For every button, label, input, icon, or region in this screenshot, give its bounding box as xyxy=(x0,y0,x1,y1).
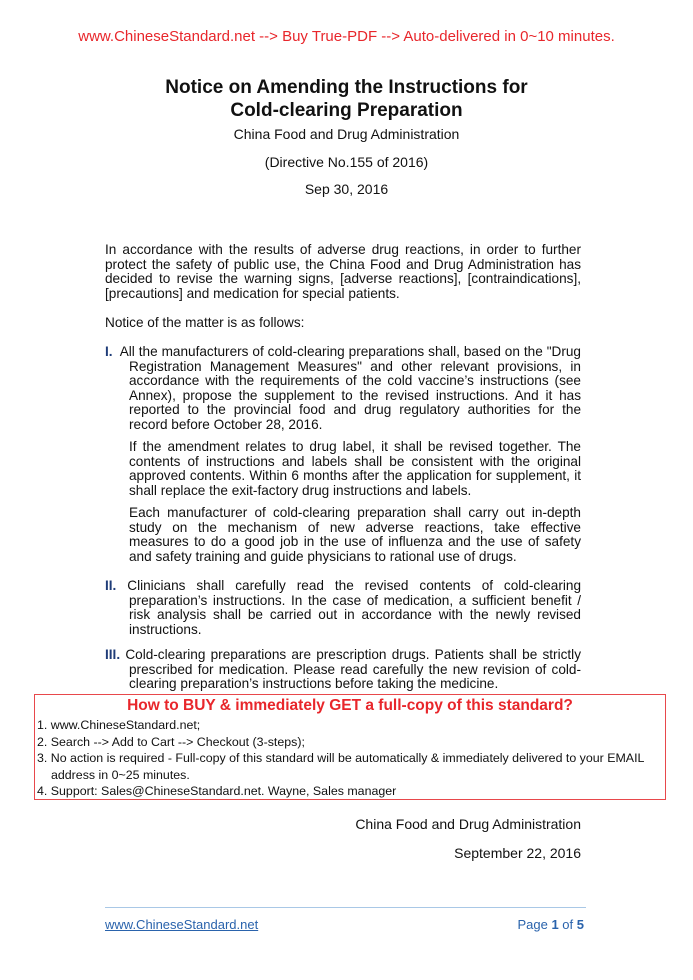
title-line: Notice on Amending the Instructions for xyxy=(165,77,528,98)
promo-banner[interactable]: www.ChineseStandard.net --> Buy True-PDF --> Auto-delivered in 0~10 minutes. xyxy=(78,28,615,45)
directive: (Directive No.155 of 2016) xyxy=(264,154,429,170)
page-prefix: Page xyxy=(517,917,552,932)
intro-paragraph: In accordance with the results of adverse drug reactions, in order to further protect the safety of public use, the China Food and Drug Administration has decided to revise the warning signs, [adverse reactions], [contraindications], [precautions] and medication for special patients. xyxy=(105,242,581,301)
footer-divider xyxy=(105,907,586,908)
document-title xyxy=(0,76,693,122)
item-number: I. xyxy=(105,344,113,359)
purchase-step: 4. Support: Sales@ChineseStandard.net. Wayne, Sales manager xyxy=(37,784,397,799)
list-item xyxy=(105,345,581,433)
purchase-step: 2. Search --> Add to Cart --> Checkout (3-steps); xyxy=(37,734,305,749)
item-text: Cold-clearing preparations are prescription drugs. Patients shall be strictly prescribed for medication. Please read carefully the new revision of cold-clearing preparation’s instructions before taking the medicine. xyxy=(125,647,581,692)
list-item xyxy=(105,648,581,692)
purchase-step[interactable]: 1. www.ChineseStandard.net; xyxy=(37,718,201,732)
purchase-heading: How to BUY & immediately GET a full-copy of this standard? xyxy=(127,697,573,714)
item-text: Clinicians shall carefully read the revised contents of cold-clearing preparation’s instructions. In the case of medication, a sufficient benefit / risk analysis shall be carried out in accordance with the newly revised instructions. xyxy=(127,578,582,637)
item-number: III. xyxy=(105,647,121,662)
item-number: II. xyxy=(105,578,117,593)
signature-date: September 22, 2016 xyxy=(454,845,581,861)
current-page: 1 xyxy=(551,917,559,932)
issuer: China Food and Drug Administration xyxy=(233,126,460,142)
page-of: of xyxy=(558,917,577,932)
total-pages: 5 xyxy=(576,917,584,932)
notice-line: Notice of the matter is as follows: xyxy=(105,315,305,330)
page-number xyxy=(480,917,584,932)
sub-paragraph: Each manufacturer of cold-clearing preparation shall carry out in-depth study on the mechanism of new adverse reactions, take effective measures to do a good job in the use of influenza and the use of safety and safety training and guide physicians to rational use of drugs. xyxy=(129,505,581,564)
item-text: All the manufacturers of cold-clearing preparations shall, based on the "Drug Registration Management Measures" and other relevant provisions, in accordance with the requirements of the cold vaccine’s instructions (see Annex), propose the supplement to the revised instructions. And it has reported to the provincial food and drug regulatory authorities for the record before October 28, 2016. xyxy=(119,344,581,432)
purchase-step: 3. No action is required - Full-copy of this standard will be automatically & immediately delivered to your EMAIL address in 0~25 minutes. xyxy=(37,751,644,782)
list-item xyxy=(105,579,581,637)
title-line: Cold-clearing Preparation xyxy=(230,100,463,121)
signature-org: China Food and Drug Administration xyxy=(355,816,581,832)
sub-paragraph: If the amendment relates to drug label, it shall be revised together. The contents of instructions and labels shall be consistent with the original approved contents. Within 6 months after the application for supplement, it shall replace the exit-factory drug instructions and labels. xyxy=(129,439,581,498)
purchase-info-box xyxy=(34,694,666,800)
footer-link[interactable]: www.ChineseStandard.net xyxy=(105,917,259,932)
date: Sep 30, 2016 xyxy=(304,181,389,197)
